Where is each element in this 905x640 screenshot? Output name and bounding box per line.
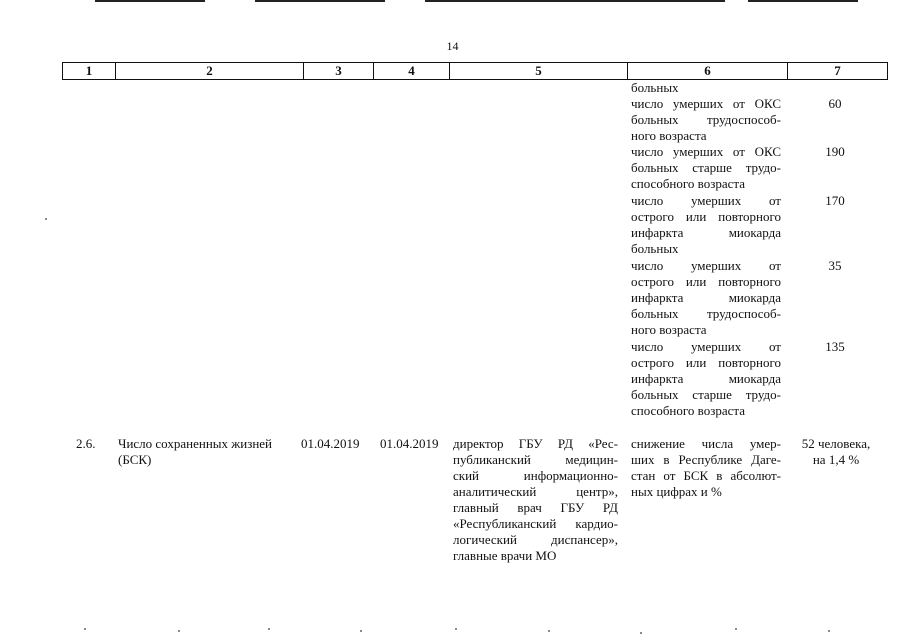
- scan-top-rule: [255, 0, 385, 2]
- target-value: на 1,4 %: [812, 452, 860, 467]
- responsible-line: главный врач ГБУ РД: [453, 500, 618, 515]
- indicator-line: ших в Республике Даге-: [631, 452, 781, 467]
- indicator-line: ного возраста: [631, 322, 707, 337]
- indicator-line: больных старше трудо-: [631, 387, 781, 402]
- scan-speck: [360, 630, 362, 632]
- row-name-cont: (БСК): [118, 452, 152, 467]
- responsible-line: публиканский медицин-: [453, 452, 618, 467]
- scan-speck: [268, 628, 270, 630]
- indicator-line: способного возраста: [631, 176, 745, 191]
- start-date: 01.04.2019: [301, 436, 360, 451]
- indicator-line: инфаркта миокарда: [631, 225, 781, 240]
- indicator-line: больных старше трудо-: [631, 160, 781, 175]
- header-cell: 5: [449, 63, 627, 79]
- scan-top-rule: [425, 0, 725, 2]
- indicator-line: число умерших от ОКС: [631, 96, 781, 111]
- responsible-line: логический диспансер»,: [453, 532, 618, 547]
- indicator-value: 190: [825, 144, 845, 159]
- indicator-value: 135: [825, 339, 845, 354]
- indicator-line: снижение числа умер-: [631, 436, 781, 451]
- responsible-line: главные врачи МО: [453, 548, 557, 563]
- end-date: 01.04.2019: [380, 436, 439, 451]
- indicator-line: число умерших от: [631, 258, 781, 273]
- indicator-line: больных трудоспособ-: [631, 112, 781, 127]
- responsible-line: директор ГБУ РД «Рес-: [453, 436, 618, 451]
- target-value: 52 человека,: [801, 436, 871, 451]
- responsible-line: аналитический центр»,: [453, 484, 618, 499]
- scan-speck: [828, 630, 830, 632]
- scan-speck: [640, 632, 642, 634]
- indicator-value: 60: [828, 96, 842, 111]
- scan-speck: [548, 630, 550, 632]
- indicator-line: ного возраста: [631, 128, 707, 143]
- indicator-value: 35: [828, 258, 842, 273]
- indicator-line: ных цифрах и %: [631, 484, 722, 499]
- header-cell: 2: [115, 63, 303, 79]
- indicator-line: инфаркта миокарда: [631, 290, 781, 305]
- indicator-line: число умерших от: [631, 339, 781, 354]
- indicator-line: число умерших от ОКС: [631, 144, 781, 159]
- indicator-line: острого или повторного: [631, 355, 781, 370]
- header-cell: 6: [627, 63, 787, 79]
- header-cell: 3: [303, 63, 373, 79]
- indicator-line: больных: [631, 241, 679, 256]
- row-number: 2.6.: [76, 436, 96, 451]
- indicator-line: стан от БСК в абсолют-: [631, 468, 781, 483]
- indicator-line: инфаркта миокарда: [631, 371, 781, 386]
- scan-speck: [84, 628, 86, 630]
- indicator-line: больных: [631, 80, 679, 95]
- scan-top-rule: [748, 0, 858, 2]
- scan-speck: [178, 630, 180, 632]
- header-cell: 7: [787, 63, 887, 79]
- indicator-line: острого или повторного: [631, 209, 781, 224]
- header-cell: 4: [373, 63, 449, 79]
- indicator-line: число умерших от: [631, 193, 781, 208]
- indicator-line: острого или повторного: [631, 274, 781, 289]
- row-name: Число сохраненных жизней: [118, 436, 273, 451]
- scan-top-rule: [95, 0, 205, 2]
- scan-speck: [735, 628, 737, 630]
- page-number: 14: [446, 39, 459, 53]
- header-cell: 1: [85, 63, 93, 78]
- scan-speck: [455, 628, 457, 630]
- indicator-line: способного возраста: [631, 403, 745, 418]
- indicator-line: больных трудоспособ-: [631, 306, 781, 321]
- indicator-value: 170: [825, 193, 845, 208]
- scan-speck: [45, 218, 47, 220]
- responsible-line: «Республиканский кардио-: [453, 516, 618, 531]
- table-header-row: [62, 62, 888, 80]
- responsible-line: ский информационно-: [453, 468, 618, 483]
